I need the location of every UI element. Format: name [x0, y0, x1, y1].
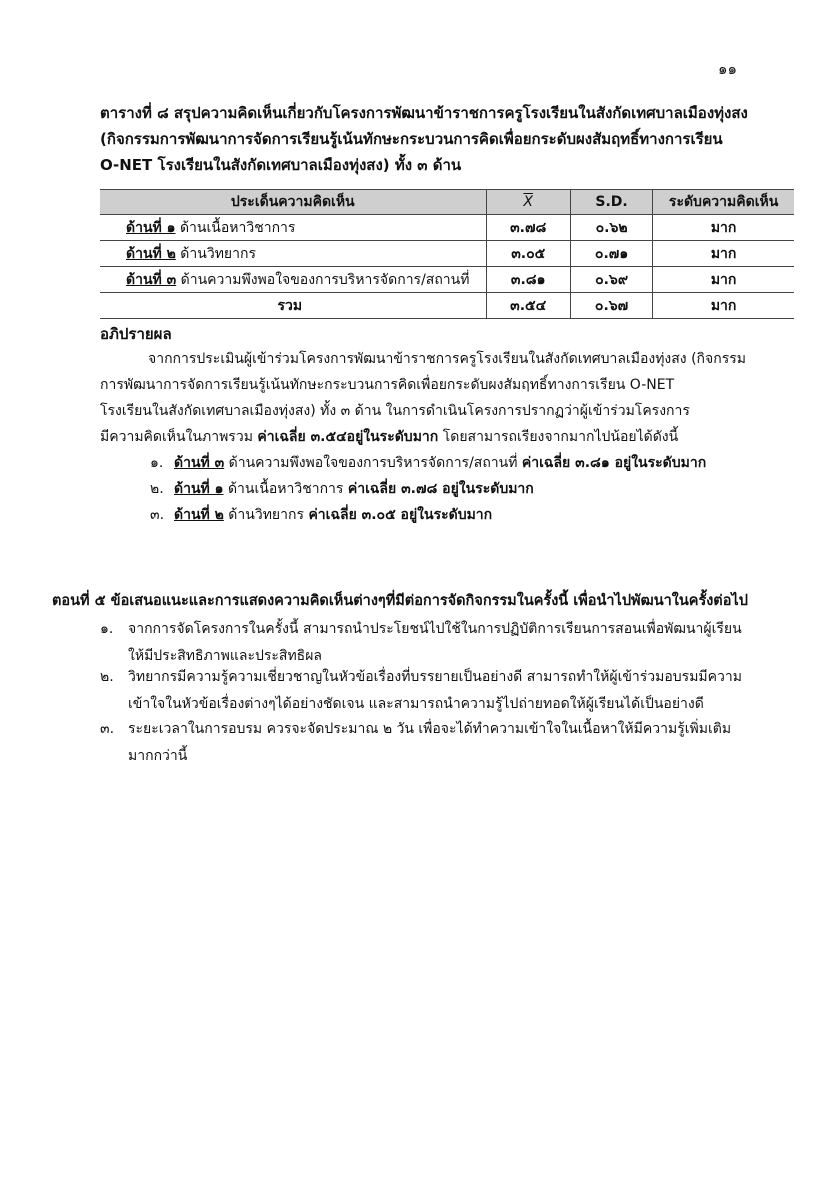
- aspect-prefix: ด้านที่ ๑: [126, 219, 176, 236]
- table-total-row: [100, 293, 794, 319]
- total-mean: ๓.๕๔: [486, 293, 570, 319]
- mean-cell: ๓.๗๘: [486, 215, 570, 241]
- aspect-prefix: ด้านที่ ๓: [126, 271, 177, 288]
- aspect-prefix: ด้านที่ ๑: [174, 481, 224, 497]
- section5-heading: ตอนที่ ๕ ข้อเสนอแนะและการแสดงความคิดเห็นต่างๆที่มีต่อการจัดกิจกรรมในครั้งนี้ เพื่อนำไปพัฒนาในครั้งต่อไป: [52, 593, 748, 609]
- list-marker: ๑.: [150, 455, 164, 471]
- ranked-mean: ค่าเฉลี่ย ๓.๗๘ อยู่ในระดับมาก: [347, 481, 534, 497]
- ranked-item: [150, 502, 492, 528]
- ranked-item: [150, 450, 706, 476]
- list-marker: ๓.: [100, 721, 115, 737]
- suggestion-line: จากการจัดโครงการในครั้งนี้ สามารถนำประโยชน์ไปใช้ในการปฏิบัติการเรียนการสอนเพื่อพัฒนาผู้เรียน: [128, 621, 742, 637]
- mean-cell: ๓.๘๑: [486, 267, 570, 293]
- aspect-prefix: ด้านที่ ๒: [174, 507, 224, 523]
- mean-cell: ๓.๐๕: [486, 241, 570, 267]
- total-label: รวม: [100, 293, 486, 319]
- suggestion-line: ระยะเวลาในการอบรม ควรจะจัดประมาณ ๒ วัน เพื่อจะได้ทำความเข้าใจในเนื้อหาให้มีความรู้เพิ่มเติม: [128, 721, 732, 737]
- paragraph-text: มีความคิดเห็นในภาพรวม: [100, 429, 258, 445]
- suggestion-line: มากกว่านี้: [128, 748, 188, 764]
- suggestion-text: [128, 616, 742, 670]
- aspect-cell: [100, 241, 486, 267]
- summary-table: [100, 189, 794, 319]
- table-caption-line: O-NET โรงเรียนในสังกัดเทศบาลเมืองทุ่งสง) ทั้ง ๓ ด้าน: [100, 156, 462, 174]
- list-marker: ๑.: [100, 621, 114, 637]
- table-header-row: [100, 190, 794, 215]
- ranked-text: ด้านเนื้อหาวิชาการ: [223, 481, 348, 497]
- aspect-text: ด้านเนื้อหาวิชาการ: [175, 219, 296, 236]
- ranked-mean: ค่าเฉลี่ย ๓.๐๕ อยู่ในระดับมาก: [308, 507, 493, 523]
- aspect-prefix: ด้านที่ ๓: [174, 455, 225, 471]
- paragraph-line: [100, 424, 740, 450]
- ranked-text: ด้านความพึงพอใจของการบริหารจัดการ/สถานที่: [224, 455, 522, 471]
- discussion-heading: อภิปรายผล: [100, 325, 172, 343]
- aspect-text: ด้านความพึงพอใจของการบริหารจัดการ/สถานที่: [176, 271, 470, 288]
- overall-mean-text: ค่าเฉลี่ย ๓.๕๔อยู่ในระดับมาก: [257, 429, 439, 445]
- page-number: ๑๑: [718, 60, 738, 78]
- list-marker: ๒.: [100, 669, 114, 685]
- mean-symbol: $\overline{X}$: [523, 194, 533, 210]
- list-marker: ๓.: [150, 507, 165, 523]
- table-caption-line: (กิจกรรมการพัฒนาการจัดการเรียนรู้เน้นทักษะกระบวนการคิดเพื่อยกระดับผงสัมฤทธิ์ทางการเรียน: [100, 130, 723, 148]
- suggestion-text: [128, 664, 742, 718]
- level-cell: มาก: [653, 241, 794, 267]
- level-cell: มาก: [653, 215, 794, 241]
- total-level: มาก: [653, 293, 794, 319]
- table-row: [100, 267, 794, 293]
- suggestion-line: ให้มีประสิทธิภาพและประสิทธิผล: [128, 648, 323, 664]
- table-caption: [100, 100, 748, 178]
- suggestion-line: วิทยากรมีความรู้ความเชี่ยวชาญในหัวข้อเรื่องที่บรรยายเป็นอย่างดี สามารถทำให้ผู้เข้าร่วมอบรมมีความ: [128, 669, 742, 685]
- paragraph-text: โดยสามารถเรียงจากมากไปน้อยได้ดังนี้: [438, 429, 679, 445]
- suggestion-line: เข้าใจในหัวข้อเรื่องต่างๆได้อย่างชัดเจน และสามารถนำความรู้ไปถ่ายทอดให้ผู้เรียนได้เป็นอย่างดี: [128, 696, 704, 712]
- total-sd: ๐.๖๗: [570, 293, 652, 319]
- sd-cell: ๐.๖๒: [570, 215, 652, 241]
- aspect-text: ด้านวิทยากร: [175, 245, 256, 262]
- discussion-paragraph: [100, 346, 746, 450]
- header-mean: [486, 190, 570, 215]
- table-caption-line: ตารางที่ ๘ สรุปความคิดเห็นเกี่ยวกับโครงการพัฒนาข้าราชการครูโรงเรียนในสังกัดเทศบาลเมืองทุ่งสง: [100, 104, 748, 122]
- level-cell: มาก: [653, 267, 794, 293]
- header-aspect: ประเด็นความคิดเห็น: [100, 190, 486, 215]
- ranked-mean: ค่าเฉลี่ย ๓.๘๑ อยู่ในระดับมาก: [521, 455, 707, 471]
- ranked-item: [150, 476, 534, 502]
- list-marker: ๒.: [150, 481, 164, 497]
- aspect-cell: [100, 215, 486, 241]
- header-level: ระดับความคิดเห็น: [653, 190, 794, 215]
- ranked-text: ด้านวิทยากร: [223, 507, 309, 523]
- table-row: [100, 241, 794, 267]
- header-sd: S.D.: [570, 190, 652, 215]
- paragraph-line: การพัฒนาการจัดการเรียนรู้เน้นทักษะกระบวนการคิดเพื่อยกระดับผงสัมฤทธิ์ทางการเรียน O-NET: [100, 377, 675, 393]
- aspect-prefix: ด้านที่ ๒: [126, 245, 176, 262]
- table-row: [100, 215, 794, 241]
- suggestion-text: [128, 716, 731, 770]
- sd-cell: ๐.๖๙: [570, 267, 652, 293]
- paragraph-line: จากการประเมินผู้เข้าร่วมโครงการพัฒนาข้าราชการครูโรงเรียนในสังกัดเทศบาลเมืองทุ่งสง (กิจกรรม: [148, 351, 746, 367]
- sd-cell: ๐.๗๑: [570, 241, 652, 267]
- paragraph-line: โรงเรียนในสังกัดเทศบาลเมืองทุ่งสง) ทั้ง ๓ ด้าน ในการดำเนินโครงการปรากฏว่าผู้เข้าร่วมโครงการ: [100, 403, 690, 419]
- aspect-cell: [100, 267, 486, 293]
